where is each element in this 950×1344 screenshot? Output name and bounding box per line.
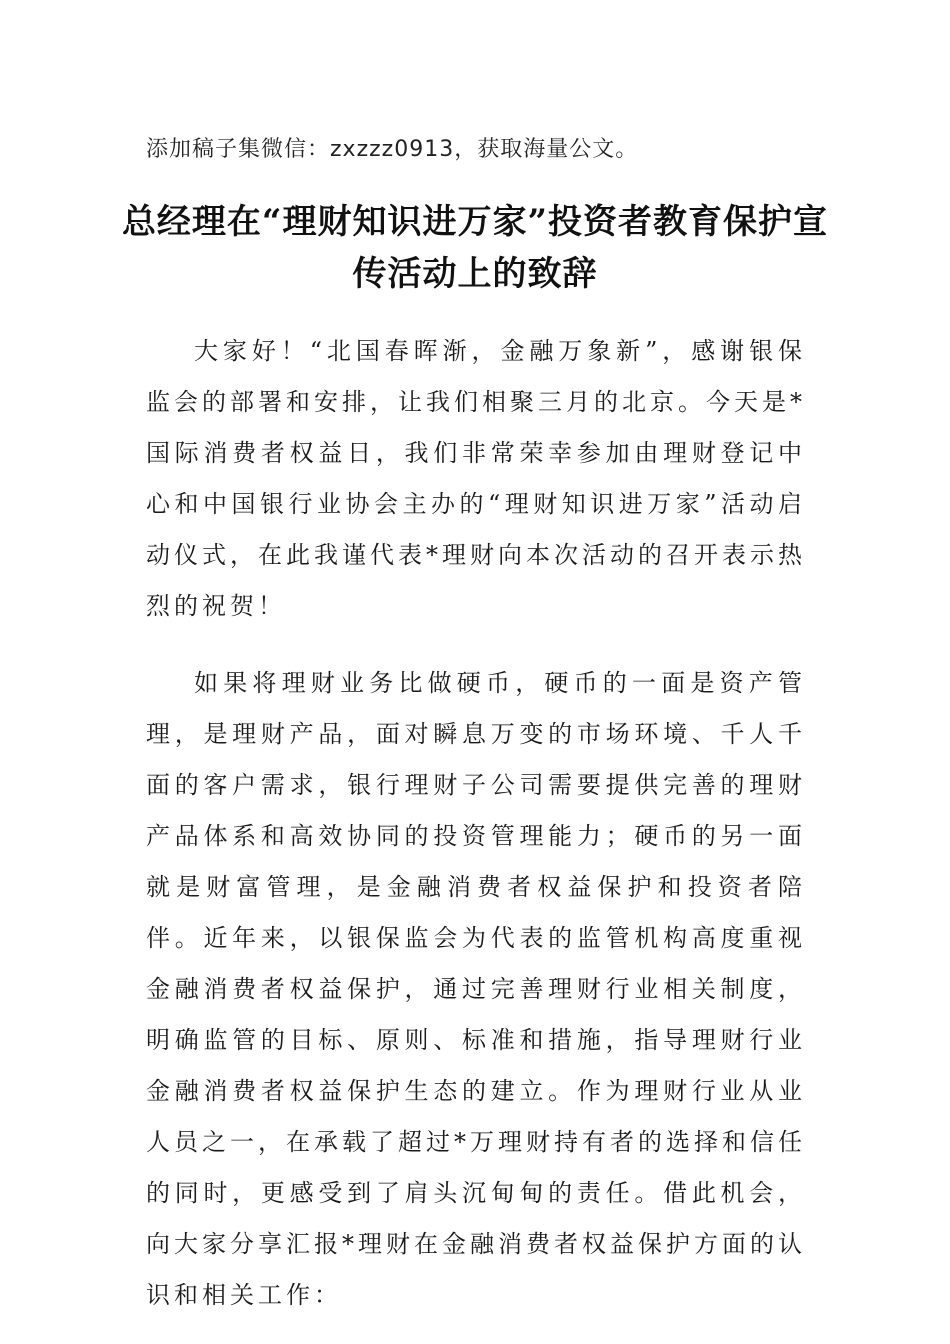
document-title: 总经理在“理财知识进万家”投资者教育保护宣传活动上的致辞 (121, 202, 829, 294)
paragraph-1: 大家好！“北国春晖渐，金融万象新”，感谢银保监会的部署和安排，让我们相聚三月的北京。今天是*国际消费者权益日，我们非常荣幸参加由理财登记中心和中国银行业协会主办的“理财知识进万家”活动启动仪式，在此我谨代表*理财向本次活动的召开表示热烈的祝贺！ (146, 337, 806, 620)
paragraph-2: 如果将理财业务比做硬币，硬币的一面是资产管理，是理财产品，面对瞬息万变的市场环境、千人千面的客户需求，银行理财子公司需要提供完善的理财产品体系和高效协同的投资管理能力；硬币的另一面就是财富管理，是金融消费者权益保护和投资者陪伴。近年来，以银保监会为代表的监管机构高度重视金融消费者权益保护，通过完善理财行业相关制度，明确监管的目标、原则、标准和措施，指导理财行业金融消费者权益保护生态的建立。作为理财行业从业人员之一，在承载了超过*万理财持有者的选择和信任的同时，更感受到了肩头沉甸甸的责任。借此机会，向大家分享汇报*理财在金融消费者权益保护方面的认识和相关工作： (146, 669, 806, 1309)
header-note: 添加稿子集微信：zxzzz0913，获取海量公文。 (146, 137, 639, 162)
document-body (146, 326, 806, 1321)
